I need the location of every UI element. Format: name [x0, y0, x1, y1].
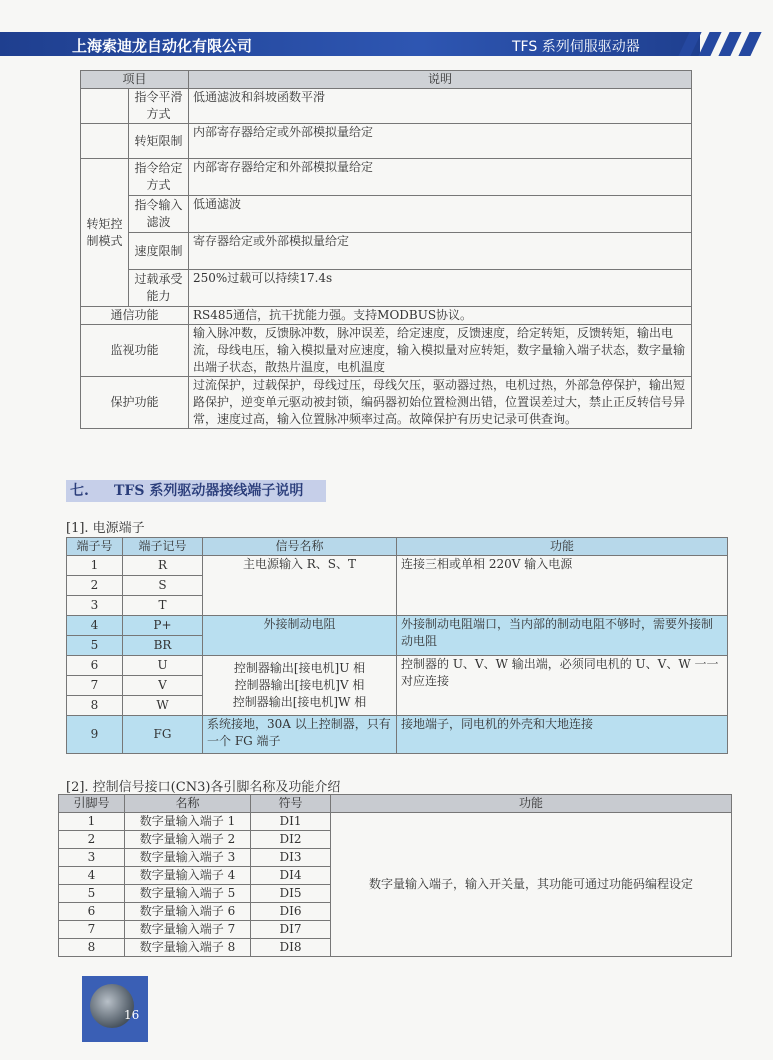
- comm-desc: RS485通信，抗干扰能力强。支持MODBUS协议。: [189, 307, 692, 325]
- col-header: 端子号: [67, 538, 123, 556]
- cn3-subtitle: [2]. 控制信号接口(CN3)各引脚名称及功能介绍: [66, 780, 341, 795]
- signal-name: 系统接地，30A 以上控制器，只有一个 FG 端子: [203, 716, 397, 754]
- torque-mode-label: 转矩控制模式: [81, 159, 129, 307]
- pin-no: 1: [59, 813, 125, 831]
- terminal-func: 控制器的 U、V、W 输出端，必须同电机的 U、V、W 一一对应连接: [397, 656, 728, 716]
- section-number: 七.: [70, 483, 89, 499]
- protect-label: 保护功能: [81, 377, 189, 429]
- signal-name: 外接制动电阻: [203, 616, 397, 656]
- col-header: 端子记号: [123, 538, 203, 556]
- terminal-mark: W: [123, 696, 203, 716]
- spec-desc: 寄存器给定或外部模拟量给定: [189, 233, 692, 270]
- pin-symbol: DI3: [251, 849, 331, 867]
- spec-sub: 指令给定方式: [129, 159, 189, 196]
- terminal-no: 1: [67, 556, 123, 576]
- col-header: 功能: [331, 795, 732, 813]
- pin-symbol: DI1: [251, 813, 331, 831]
- series-name: TFS 系列伺服驱动器: [512, 39, 640, 55]
- terminal-mark: BR: [123, 636, 203, 656]
- power-terminal-table: [66, 537, 728, 754]
- protect-desc: 过流保护，过载保护，母线过压，母线欠压，驱动器过热，电机过热，外部急停保护，输出短路保护，逆变单元驱动被封锁，编码器初始位置检测出错，位置误差过大，禁止正反转信号异常，速度过高，输入位置脉冲频率过高。故障保护有历史记录可供查询。: [189, 377, 692, 429]
- header-stripe: [738, 32, 761, 56]
- spec-sub: 指令平滑方式: [129, 89, 189, 124]
- signal-line: 控制器输出[接电机]W 相: [232, 695, 367, 709]
- terminal-mark: S: [123, 576, 203, 596]
- header-stripe: [718, 32, 741, 56]
- terminal-mark: V: [123, 676, 203, 696]
- pin-name: 数字量输入端子 8: [125, 939, 251, 957]
- section-title: [66, 480, 326, 502]
- pin-name: 数字量输入端子 7: [125, 921, 251, 939]
- spec-sub: 指令输入滤波: [129, 196, 189, 233]
- pin-name: 数字量输入端子 5: [125, 885, 251, 903]
- terminal-no: 8: [67, 696, 123, 716]
- signal-line: 控制器输出[接电机]V 相: [234, 678, 365, 692]
- terminal-func: 连接三相或单相 220V 输入电源: [397, 556, 728, 616]
- terminal-no: 6: [67, 656, 123, 676]
- pin-no: 7: [59, 921, 125, 939]
- blank-cell: [81, 124, 129, 159]
- terminal-mark: P+: [123, 616, 203, 636]
- pin-symbol: DI7: [251, 921, 331, 939]
- spec-desc: 低通滤波: [189, 196, 692, 233]
- pin-no: 2: [59, 831, 125, 849]
- terminal-no: 3: [67, 596, 123, 616]
- pin-name: 数字量输入端子 2: [125, 831, 251, 849]
- pin-symbol: DI4: [251, 867, 331, 885]
- pin-name: 数字量输入端子 6: [125, 903, 251, 921]
- terminal-mark: R: [123, 556, 203, 576]
- spec-sub: 转矩限制: [129, 124, 189, 159]
- signal-name-group: [203, 656, 397, 716]
- signal-name: 主电源输入 R、S、T: [203, 556, 397, 616]
- terminal-no: 4: [67, 616, 123, 636]
- pin-name: 数字量输入端子 4: [125, 867, 251, 885]
- col-header: 符号: [251, 795, 331, 813]
- spec-desc: 内部寄存器给定和外部模拟量给定: [189, 159, 692, 196]
- pin-func: 数字量输入端子，输入开关量，其功能可通过功能码编程设定: [331, 813, 732, 957]
- col-header: 名称: [125, 795, 251, 813]
- pin-no: 3: [59, 849, 125, 867]
- pin-symbol: DI5: [251, 885, 331, 903]
- terminal-mark: FG: [123, 716, 203, 754]
- spec-desc: 250%过载可以持续17.4s: [189, 270, 692, 307]
- col-header: 引脚号: [59, 795, 125, 813]
- header-stripe: [698, 32, 721, 56]
- monitor-desc: 输入脉冲数，反馈脉冲数，脉冲误差，给定速度，反馈速度，给定转矩，反馈转矩，输出电流，母线电压，输入模拟量对应速度，输入模拟量对应转矩，数字量输入端子状态，数字量输出端子状态，散热片温度，电机温度: [189, 325, 692, 377]
- col-header-item: 项目: [81, 71, 189, 89]
- page-header: [0, 32, 773, 56]
- pin-symbol: DI2: [251, 831, 331, 849]
- terminal-no: 2: [67, 576, 123, 596]
- pin-name: 数字量输入端子 1: [125, 813, 251, 831]
- terminal-no: 7: [67, 676, 123, 696]
- pin-no: 8: [59, 939, 125, 957]
- monitor-label: 监视功能: [81, 325, 189, 377]
- pin-no: 5: [59, 885, 125, 903]
- spec-desc: 内部寄存器给定或外部模拟量给定: [189, 124, 692, 159]
- page-number: 16: [124, 1008, 140, 1022]
- section-title-text: TFS 系列驱动器接线端子说明: [114, 483, 304, 499]
- spec-sub: 速度限制: [129, 233, 189, 270]
- col-header: 信号名称: [203, 538, 397, 556]
- power-subtitle: [1]. 电源端子: [66, 521, 145, 536]
- pin-no: 4: [59, 867, 125, 885]
- terminal-func: 外接制动电阻端口，当内部的制动电阻不够时，需要外接制动电阻: [397, 616, 728, 656]
- col-header-desc: 说明: [189, 71, 692, 89]
- signal-line: 控制器输出[接电机]U 相: [233, 661, 366, 675]
- blank-cell: [81, 89, 129, 124]
- terminal-no: 5: [67, 636, 123, 656]
- cn3-pin-table: [58, 794, 732, 957]
- pin-symbol: DI6: [251, 903, 331, 921]
- spec-table: [80, 70, 692, 429]
- col-header: 功能: [397, 538, 728, 556]
- pin-symbol: DI8: [251, 939, 331, 957]
- terminal-mark: T: [123, 596, 203, 616]
- terminal-mark: U: [123, 656, 203, 676]
- terminal-func: 接地端子，同电机的外壳和大地连接: [397, 716, 728, 754]
- comm-label: 通信功能: [81, 307, 189, 325]
- terminal-no: 9: [67, 716, 123, 754]
- spec-sub: 过载承受能力: [129, 270, 189, 307]
- pin-no: 6: [59, 903, 125, 921]
- pin-name: 数字量输入端子 3: [125, 849, 251, 867]
- company-name: 上海索迪龙自动化有限公司: [72, 37, 253, 55]
- spec-desc: 低通滤波和斜坡函数平滑: [189, 89, 692, 124]
